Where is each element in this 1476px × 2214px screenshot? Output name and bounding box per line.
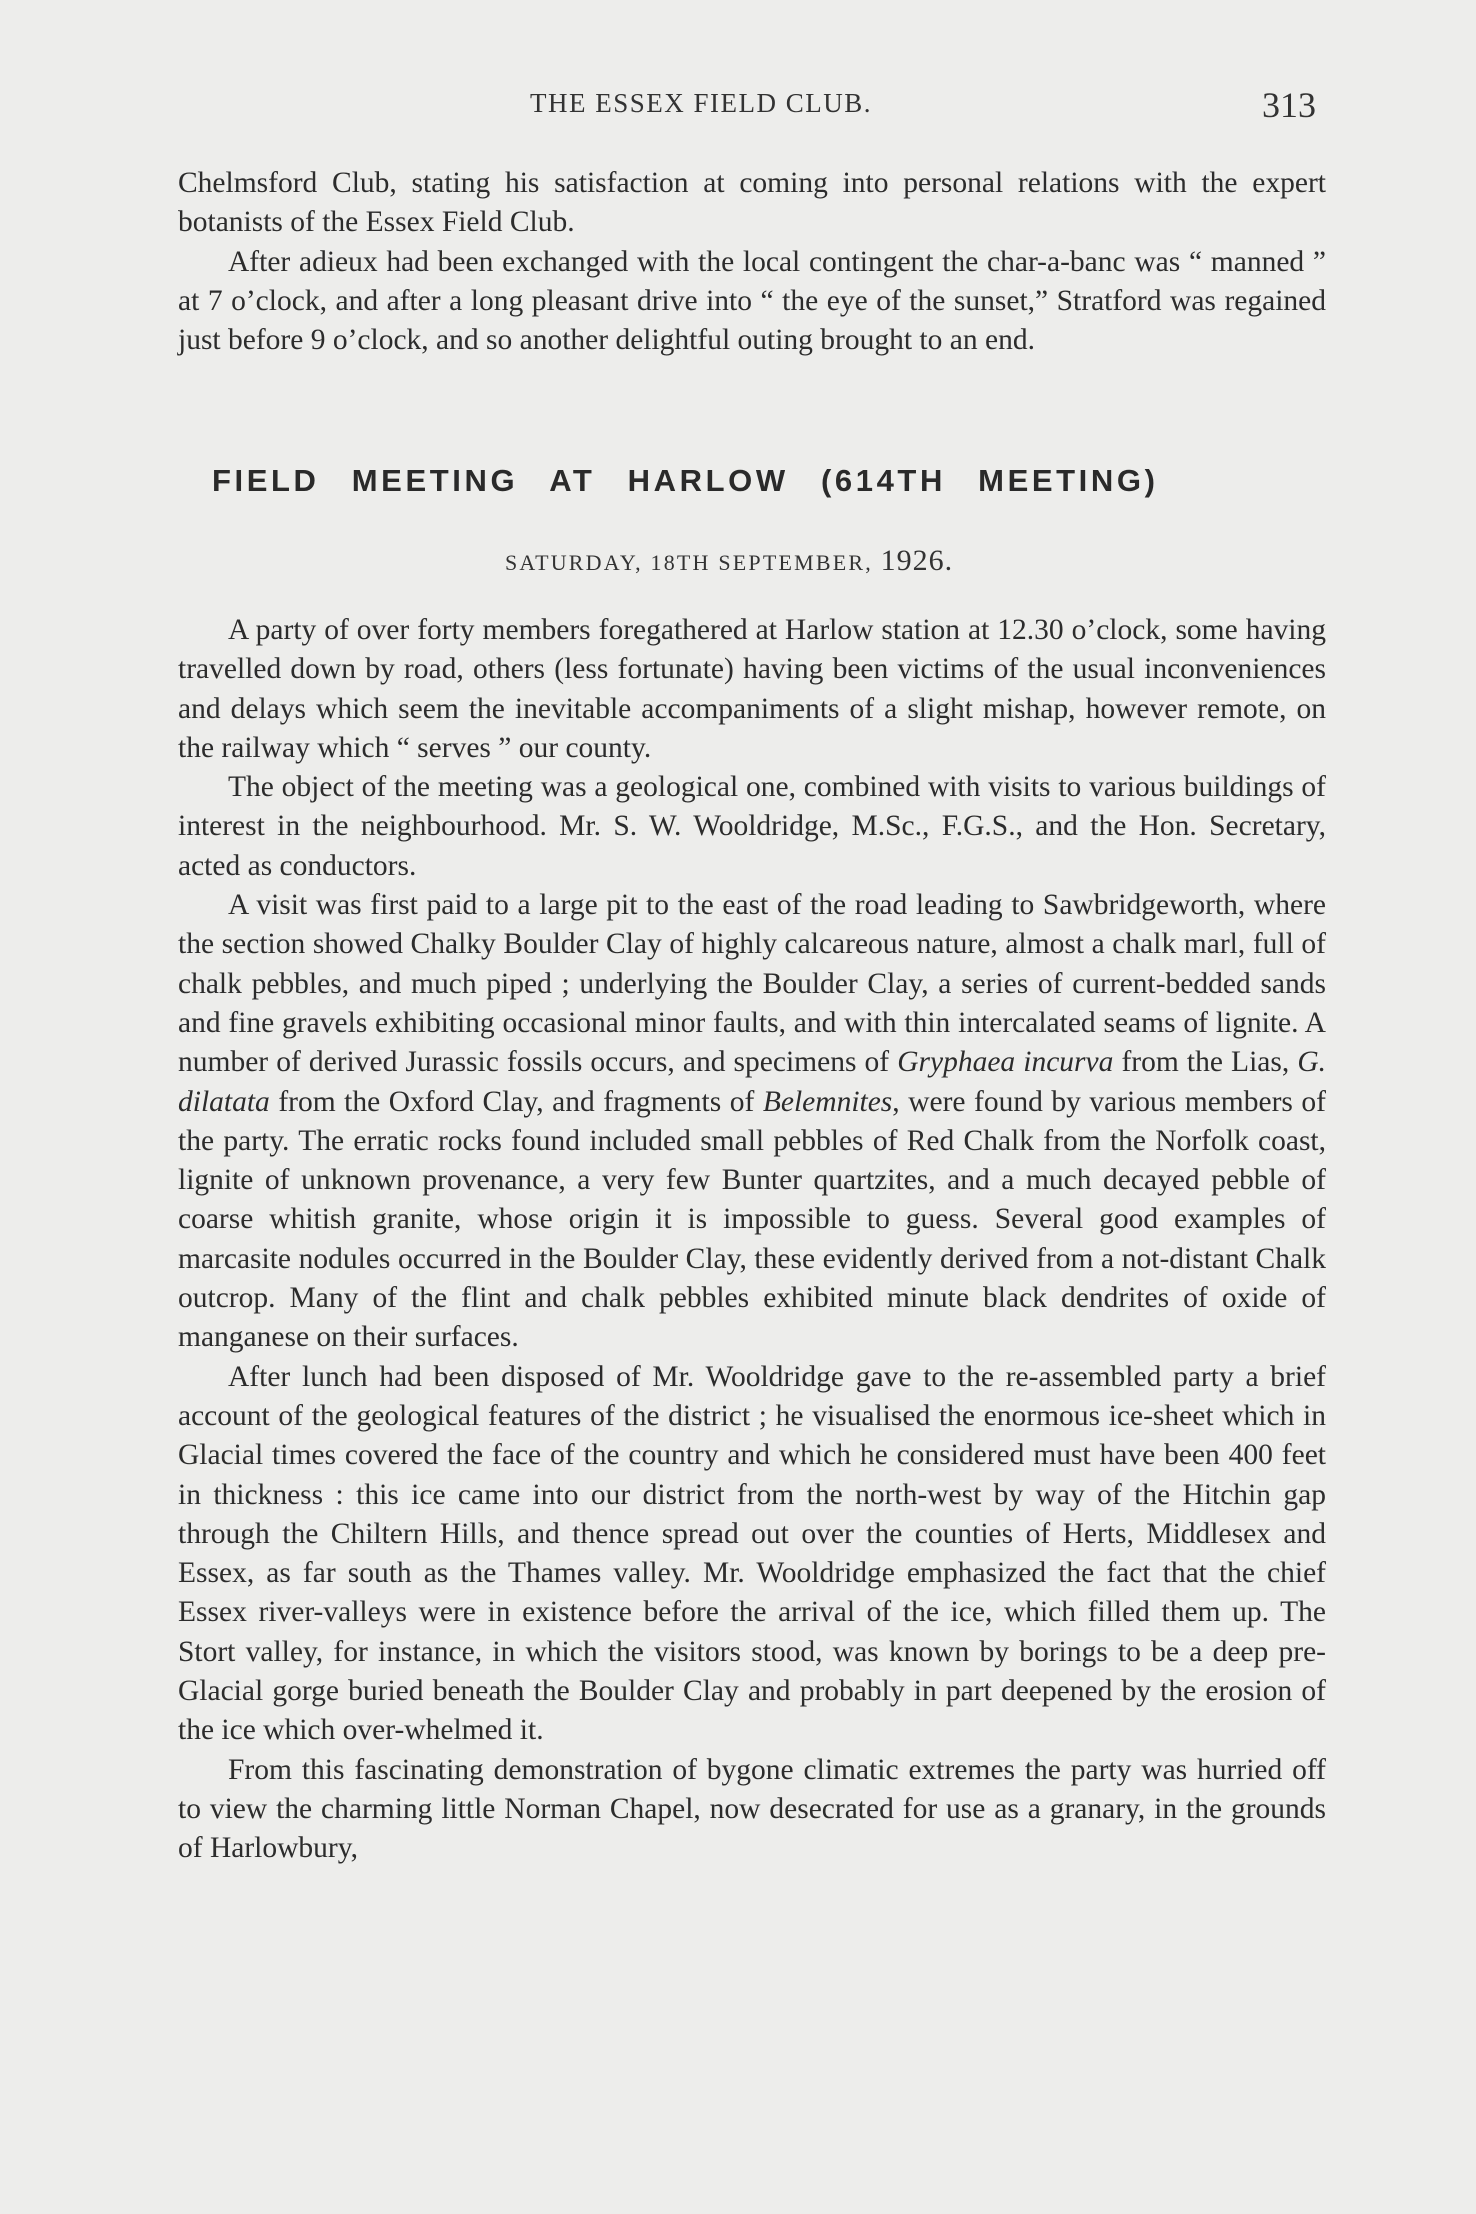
species-name-dilatata: G. dilatata [178,1046,1326,1118]
article-body [178,611,1326,1869]
page-number: 313 [1262,85,1316,125]
meeting-date-label: SATURDAY, 18TH SEPTEMBER, [505,550,873,575]
body-paragraph-3 [178,886,1326,1358]
body-paragraph-2: The object of the meeting was a geological one, combined with visits to various buildings of interest in the neighbourhood. Mr. S. W. Wooldridge, M.Sc., F.G.S., and the Hon. Secretary, acted as conductors. [178,771,1326,882]
intro-text [178,164,1326,360]
meeting-date [505,544,953,578]
body-paragraph-3-part-b: from the Lias, [1113,1046,1298,1079]
running-title: THE ESSEX FIELD CLUB. [530,88,872,118]
intro-paragraph-1: Chelmsford Club, stating his satisfaction at coming into personal relations with the expert botanists of the Essex Field Club. [178,167,1326,239]
body-paragraph-1: A party of over forty members foregathered at Harlow station at 12.30 o’clock, some having travelled down by road, others (less fortunate) having been victims of the usual inconveniences and delays which seem the inevitable accompaniments of a slight mishap, however remote, on the railway which “ serves ” our county. [178,614,1326,764]
species-name-gryphaea: Gryphaea incurva [897,1046,1114,1079]
meeting-date-year: 1926. [880,544,954,577]
body-paragraph-3-part-c: from the Oxford Clay, and fragments of [269,1085,763,1118]
intro-paragraph-2: After adieux had been exchanged with the local contingent the char-a-banc was “ manned ” at 7 o’clock, and after a long pleasant drive into “ the eye of the sunset,” Stratford was regained just before 9 o’clock, and so another delightful outing brought to an end. [178,245,1326,357]
body-paragraph-4: After lunch had been disposed of Mr. Wooldridge gave to the re-assembled party a brief account of the geological features of the district ; he visualised the enormous ice-sheet which in Glacial times covered the face of the country and which he considered must have been 400 feet in thickness : this ice came into our district from the north-west by way of the Hitchin gap through the Chiltern Hills, and thence spread out over the counties of Herts, Middlesex and Essex, as far south as the Thames valley. Mr. Wooldridge emphasized the fact that the chief Essex river-valleys were in existence before the arrival of the ice, which filled them up. The Stort valley, for instance, in which the visitors stood, was known by borings to be a deep pre-Glacial gorge buried beneath the Boulder Clay and probably in part deepened by the erosion of the ice which over-whelmed it. [178,1360,1326,1747]
body-paragraph-3-part-a: A visit was first paid to a large pit to the east of the road leading to Sawbridgeworth, where the section showed Chalky Boulder Clay of highly calcareous nature, almost a chalk marl, full of chalk pebbles, and much piped ; underlying the Boulder Clay, a series of current-bedded sands and fine gravels exhibiting occasional minor faults, and with thin intercalated seams of lignite. A number of derived Jurassic fossils occurs, and specimens of [178,889,1326,1079]
section-heading: FIELD MEETING AT HARLOW (614TH MEETING) [212,463,1159,498]
body-paragraph-3-part-d: , were found by various members of the party. The erratic rocks found included small pebbles of Red Chalk from the Norfolk coast, lignite of unknown provenance, a very few Bunter quartzites, and a much decayed pebble of coarse whitish granite, whose origin it is impossible to guess. Several good examples of marcasite nodules occurred in the Boulder Clay, these evidently derived from a not-distant Chalk outcrop. Many of the flint and chalk pebbles exhibited minute black dendrites of oxide of manganese on their surfaces. [178,1085,1326,1354]
body-paragraph-5: From this fascinating demonstration of bygone climatic extremes the party was hurried off to view the charming little Norman Chapel, now desecrated for use as a granary, in the grounds of Harlowbury, [178,1753,1326,1865]
genus-name-belemnites: Belemnites [762,1085,893,1118]
